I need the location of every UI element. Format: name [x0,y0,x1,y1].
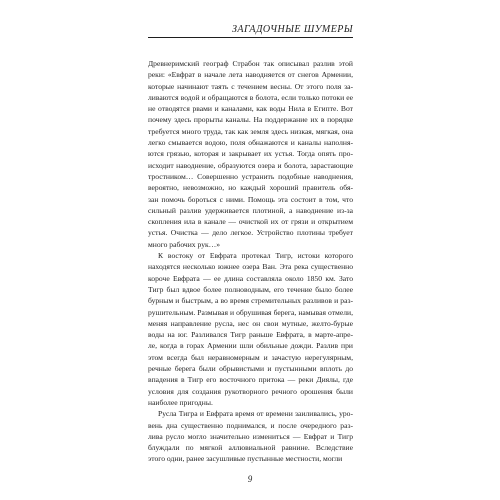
body-text [148,58,353,465]
text-line: блуждали по мягкой аллювиальной равнине. Вследствие [148,443,353,453]
text-line: почему здесь прорыты каналы. На поддержание их в порядке [148,115,353,125]
text-line: сильный разлив удерживается плотиной, а наводнение из-за [148,205,353,215]
paragraph [148,58,353,250]
text-line: Древнеримский географ Страбон так описывал разлив этой [148,59,353,68]
running-title: ЗАГАДОЧНЫЕ ШУМЕРЫ [232,24,353,35]
text-line: Тигр был вдвое более полноводным, его течение было более [148,284,353,294]
running-header [148,22,353,45]
text-line: которые начинают таять с течением весны. От этого поля за- [148,81,353,91]
text-line: впадения в Тигр его восточного притока — реки Диялы, где [148,375,353,385]
text-line: зан помочь бороться с ними. Помощь эта состоит в том, что [148,194,353,204]
header-rule [148,37,353,38]
text-line: К востоку от Евфрата протекал Тигр, истоки которого [158,251,353,261]
text-line: условия для создания рукотворного речного орошения были [148,386,353,396]
text-line: вень дна существенно поднимался, и после очередного раз- [148,420,353,430]
paragraph [148,408,353,464]
text-line: требуется много труда, так как земля здесь низкая, мягкая, она [148,126,353,136]
text-line: этом всегда был неравномерным и зачастую нерегулярным, [148,352,353,362]
text-line: устья. Очистка — дело легкое. Устройство плотины требует [148,228,353,238]
text-line: исходит наводнение, образуются озера и болота, зарастающие [148,160,353,170]
text-line: ются грязью, которая и закрывает их устья. Тогда опять про- [148,149,353,159]
text-line: речные берега были обрывистыми и пустынными вплоть до [148,364,353,374]
text-line: короче Евфрата — ее длина составляла около 1850 км. Зато [148,273,353,283]
page-number: 9 [247,474,253,484]
text-line: легко смывается водою, поля обнажаются и каналы наполня- [148,138,353,148]
text-line: лива русло могло значительно измениться — Евфрат и Тигр [148,431,353,441]
text-line: ливаются водой и обращаются в болота, если только потоки ее [148,92,353,102]
text-line: меняя направление русла, нес он свои мутные, желто-бурые [148,318,353,328]
text-line: наиболее пригодны. [148,397,213,407]
text-line: скопления ила в канале — очисткой их от грязи и открытием [148,217,353,227]
text-line: Русла Тигра и Евфрата время от времени заиливались, уро- [158,409,353,419]
text-line: реки: «Евфрат в начале лета наводняется от снегов Армении, [148,70,353,80]
text-line: воды на юг. Разливался Тигр раньше Евфрата, в марте-апре- [148,330,353,340]
text-line: ле, когда в горах Армении шли обильные дожди. Разлив при [148,341,353,351]
text-line: много рабочих рук…» [148,239,221,249]
text-line: этого одни, ранее засушливые пустынные местности, могли [148,454,343,464]
text-line: бурным и быстрым, а во время стремительных разливов и раз- [148,296,353,306]
text-line: тростником… Совершенно устранить подобные наводнения, [148,171,353,181]
text-line: рушительным. Размывая и обрушивая берега, намывая отмели, [148,307,353,317]
text-line: не отводятся рвами и каналами, как воды Нила в Египте. Вот [148,104,353,114]
paragraph [148,250,353,408]
text-line: находятся несколько южнее озера Ван. Эта река существенно [148,262,353,272]
text-line: вероятно, невозможно, но каждый хороший правитель обя- [148,183,353,193]
